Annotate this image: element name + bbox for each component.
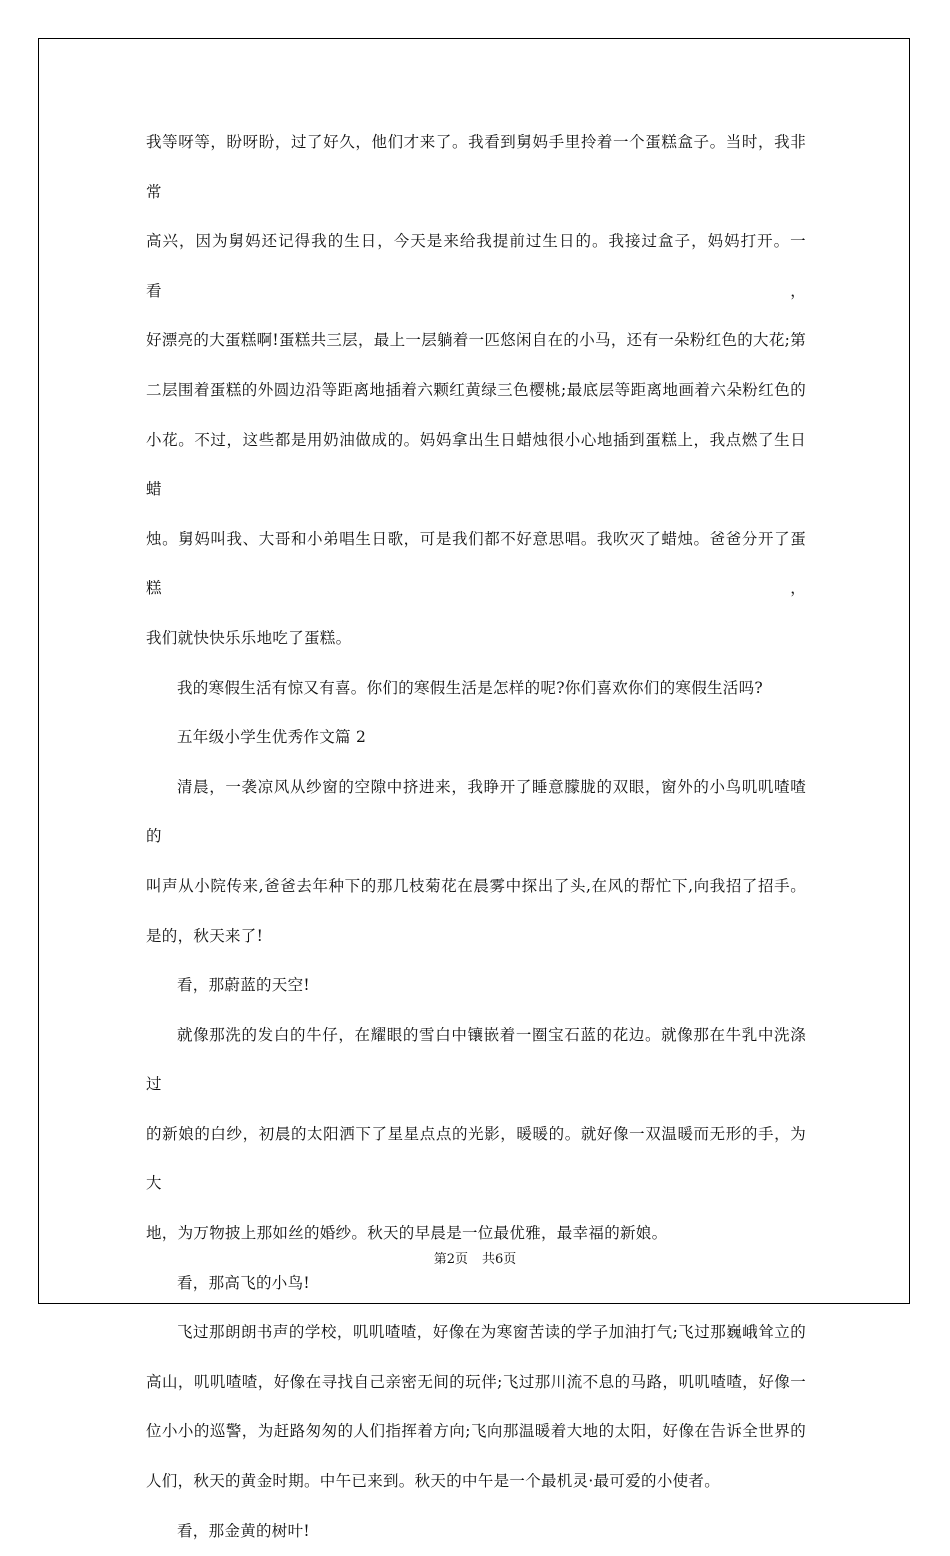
text-line: 看，那金黄的树叶! [177, 1521, 310, 1540]
page-total: 共6页 [482, 1252, 517, 1267]
document-body [146, 118, 806, 1556]
text-line: 小花。不过，这些都是用奶油做成的。妈妈拿出生日蜡烛很小心地插到蛋糕上，我点燃了生日蜡 [146, 430, 806, 499]
text-line: 好漂亮的大蛋糕啊!蛋糕共三层，最上一层躺着一匹悠闲自在的小马，还有一朵粉红色的大花;第 [146, 331, 806, 350]
text-line: 我等呀等，盼呀盼，过了好久，他们才来了。我看到舅妈手里拎着一个蛋糕盒子。当时，我非常 [146, 133, 806, 201]
text-line: 飞过那朗朗书声的学校，叽叽喳喳，好像在为寒窗苦读的学子加油打气;飞过那巍峨耸立的 [177, 1323, 806, 1342]
text-line: 人们，秋天的黄金时期。中午已来到。秋天的中午是一个最机灵·最可爱的小使者。 [146, 1472, 721, 1491]
text-line: 地，为万物披上那如丝的婚纱。秋天的早晨是一位最优雅，最幸福的新娘。 [146, 1224, 668, 1243]
text-line: 烛。舅妈叫我、大哥和小弟唱生日歌，可是我们都不好意思唱。我吹灭了蜡烛。爸爸分开了蛋糕， [146, 529, 806, 598]
text-line: 看，那蔚蓝的天空! [177, 976, 310, 995]
page-number: 第2页 [433, 1252, 468, 1267]
text-line: 是的，秋天来了! [146, 926, 264, 945]
text-line: 就像那洗的发白的牛仔，在耀眼的雪白中镶嵌着一圈宝石蓝的花边。就像那在牛乳中洗涤过 [146, 1025, 806, 1094]
text-line: 二层围着蛋糕的外圆边沿等距离地插着六颗红黄绿三色樱桃;最底层等距离地画着六朵粉红色的 [146, 380, 806, 399]
text-line: 我的寒假生活有惊又有喜。你们的寒假生活是怎样的呢?你们喜欢你们的寒假生活吗? [177, 678, 764, 697]
text-line: 的新娘的白纱，初晨的太阳洒下了星星点点的光影，暖暖的。就好像一双温暖而无形的手，为大 [146, 1124, 806, 1193]
text-line: 高兴，因为舅妈还记得我的生日，今天是来给我提前过生日的。我接过盒子，妈妈打开。一看， [146, 232, 806, 300]
section-heading: 五年级小学生优秀作文篇 2 [177, 728, 367, 747]
text-line: 我们就快快乐乐地吃了蛋糕。 [146, 628, 352, 647]
page-footer [0, 1248, 950, 1267]
text-line: 叫声从小院传来,爸爸去年种下的那几枝菊花在晨雾中探出了头,在风的帮忙下,向我招了招手。 [146, 876, 806, 895]
text-line: 位小小的巡警，为赶路匆匆的人们指挥着方向;飞向那温暖着大地的太阳，好像在告诉全世界的 [146, 1422, 806, 1441]
text-line: 看，那高飞的小鸟! [177, 1273, 310, 1292]
text-line: 清晨，一袭凉风从纱窗的空隙中挤进来，我睁开了睡意朦胧的双眼，窗外的小鸟叽叽喳喳的 [146, 777, 806, 846]
text-line: 高山，叽叽喳喳，好像在寻找自己亲密无间的玩伴;飞过那川流不息的马路，叽叽喳喳，好像一 [146, 1372, 806, 1391]
